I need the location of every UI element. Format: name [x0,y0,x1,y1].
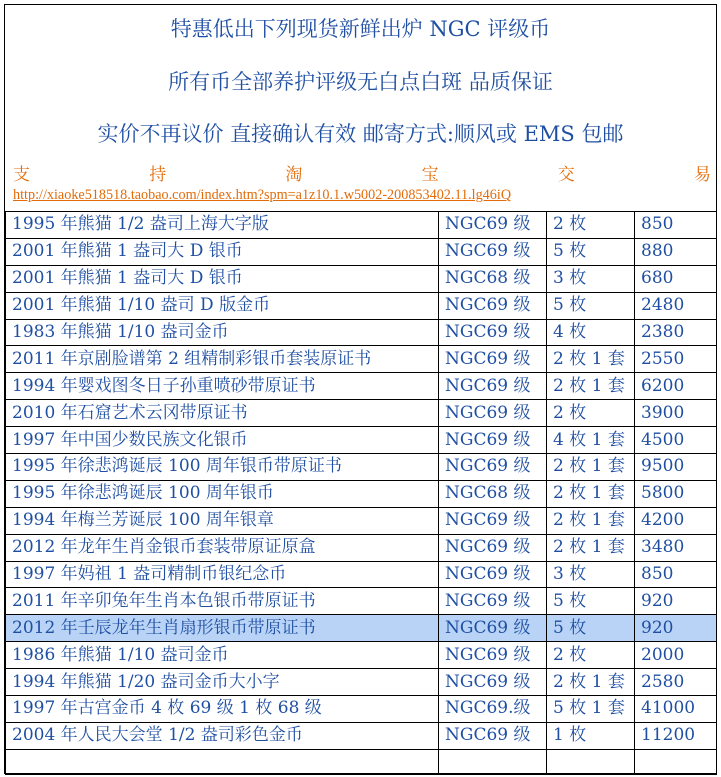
quantity-cell: 2 枚 1 套 [547,507,635,534]
support-char: 持 [149,165,167,185]
price-cell: 680 [635,265,717,292]
coin-name-cell: 2001 年熊猫 1/10 盎司 D 版金币 [6,292,439,319]
price-cell: 9500 [635,454,717,481]
coin-name-cell: 1994 年熊猫 1/20 盎司金币大小字 [6,669,439,696]
quantity-cell: 2 枚 1 套 [547,346,635,373]
grade-cell: NGC69 级 [439,507,547,534]
support-char: 交 [557,165,575,185]
grade-cell: NGC69 级 [439,212,547,239]
coin-name-cell: 1997 年妈祖 1 盎司精制币银纪念币 [6,561,439,588]
coin-name-cell: 1995 年徐悲鸿诞辰 100 周年银币 [6,480,439,507]
price-cell: 920 [635,588,717,615]
empty-cell [6,749,439,774]
grade-cell: NGC69 级 [439,722,547,749]
quantity-cell: 2 枚 1 套 [547,534,635,561]
coin-name-cell: 2012 年壬辰龙年生肖扇形银币带原证书 [6,615,439,642]
table-row [6,615,717,642]
grade-cell: NGC69 级 [439,588,547,615]
table-row [6,427,717,454]
support-taobao-line [13,160,711,185]
grade-cell: NGC69 级 [439,561,547,588]
grade-cell: NGC69 级 [439,238,547,265]
grade-cell: NGC68 级 [439,265,547,292]
table-row [6,454,717,481]
grade-cell: NGC69 级 [439,615,547,642]
quantity-cell: 5 枚 [547,238,635,265]
table-row [6,373,717,400]
coin-name-cell: 1997 年中国少数民族文化银币 [6,427,439,454]
price-cell: 3900 [635,400,717,427]
support-char: 淘 [285,165,303,185]
table-row [6,534,717,561]
coin-name-cell: 2001 年熊猫 1 盎司大 D 银币 [6,265,439,292]
table-row [6,642,717,669]
table-row [6,292,717,319]
header-line-2: 所有币全部养护评级无白点白斑 品质保证 [168,70,553,94]
grade-cell: NGC69 级 [439,427,547,454]
table-row [6,561,717,588]
coin-name-cell: 1995 年徐悲鸿诞辰 100 周年银币带原证书 [6,454,439,481]
price-cell: 2580 [635,669,717,696]
price-cell: 880 [635,238,717,265]
empty-cell [635,749,717,774]
quantity-cell: 2 枚 [547,400,635,427]
coin-name-cell: 2012 年龙年生肖金银币套装带原证原盒 [6,534,439,561]
coin-name-cell: 2004 年人民大会堂 1/2 盎司彩色金币 [6,722,439,749]
grade-cell: NGC69 级 [439,400,547,427]
price-cell: 2550 [635,346,717,373]
coin-name-cell: 1983 年熊猫 1/10 盎司金币 [6,319,439,346]
table-row [6,696,717,723]
grade-cell: NGC69 级 [439,346,547,373]
price-cell: 4200 [635,507,717,534]
price-cell: 2000 [635,642,717,669]
support-char: 支 [13,165,30,185]
grade-cell: NGC69 级 [439,534,547,561]
table-row [6,669,717,696]
price-cell: 4500 [635,427,717,454]
quantity-cell: 4 枚 [547,319,635,346]
coin-name-cell: 2001 年熊猫 1 盎司大 D 银币 [6,238,439,265]
grade-cell: NGC69 级 [439,669,547,696]
grade-cell: NGC69 级 [439,642,547,669]
quantity-cell: 4 枚 1 套 [547,427,635,454]
table-row [6,346,717,373]
price-cell: 2480 [635,292,717,319]
quantity-cell: 5 枚 [547,292,635,319]
quantity-cell: 5 枚 [547,588,635,615]
coin-name-cell: 2010 年石窟艺术云冈带原证书 [6,400,439,427]
price-cell: 920 [635,615,717,642]
table-row [6,212,717,239]
coin-name-cell: 1986 年熊猫 1/10 盎司金币 [6,642,439,669]
empty-cell [547,749,635,774]
price-cell: 5800 [635,480,717,507]
table-row [6,238,717,265]
quantity-cell: 3 枚 [547,265,635,292]
coin-list-table [5,211,717,775]
coin-name-cell: 1997 年古宫金币 4 枚 69 级 1 枚 68 级 [6,696,439,723]
empty-cell [439,749,547,774]
quantity-cell: 2 枚 [547,642,635,669]
quantity-cell: 2 枚 1 套 [547,454,635,481]
coin-name-cell: 1994 年婴戏图冬日子孙重喷砂带原证书 [6,373,439,400]
quantity-cell: 1 枚 [547,722,635,749]
quantity-cell: 2 枚 [547,212,635,239]
quantity-cell: 2 枚 1 套 [547,669,635,696]
price-cell: 41000 [635,696,717,723]
document-sheet [4,4,717,774]
price-cell: 850 [635,561,717,588]
table-row [6,265,717,292]
quantity-cell: 2 枚 1 套 [547,480,635,507]
support-char: 易 [693,165,711,185]
price-cell: 6200 [635,373,717,400]
taobao-store-link[interactable]: http://xiaoke518518.taobao.com/index.htm?spm=a1z10.1.w5002-200853402.11.lg46iQ [13,187,512,203]
header-line-1: 特惠低出下列现货新鲜出炉 NGC 评级币 [170,17,551,41]
coin-name-cell: 1994 年梅兰芳诞辰 100 周年银章 [6,507,439,534]
grade-cell: NGC69 级 [439,292,547,319]
price-cell: 11200 [635,722,717,749]
table-row [6,480,717,507]
empty-table-row [6,749,717,774]
quantity-cell: 5 枚 [547,615,635,642]
table-row [6,400,717,427]
table-row [6,507,717,534]
grade-cell: NGC69 级 [439,319,547,346]
grade-cell: NGC69.级 [439,696,547,723]
table-row [6,588,717,615]
quantity-cell: 2 枚 1 套 [547,373,635,400]
coin-name-cell: 2011 年京剧脸谱第 2 组精制彩银币套装原证书 [6,346,439,373]
header-line-3: 实价不再议价 直接确认有效 邮寄方式:顺风或 EMS 包邮 [97,122,624,146]
support-char: 宝 [421,165,439,185]
table-row [6,319,717,346]
price-cell: 850 [635,212,717,239]
grade-cell: NGC69 级 [439,373,547,400]
grade-cell: NGC68 级 [439,480,547,507]
grade-cell: NGC69 级 [439,454,547,481]
quantity-cell: 3 枚 [547,561,635,588]
price-cell: 2380 [635,319,717,346]
table-row [6,722,717,749]
coin-name-cell: 1995 年熊猫 1/2 盎司上海大字版 [6,212,439,239]
quantity-cell: 5 枚 1 套 [547,696,635,723]
price-cell: 3480 [635,534,717,561]
coin-name-cell: 2011 年辛卯兔年生肖本色银币带原证书 [6,588,439,615]
